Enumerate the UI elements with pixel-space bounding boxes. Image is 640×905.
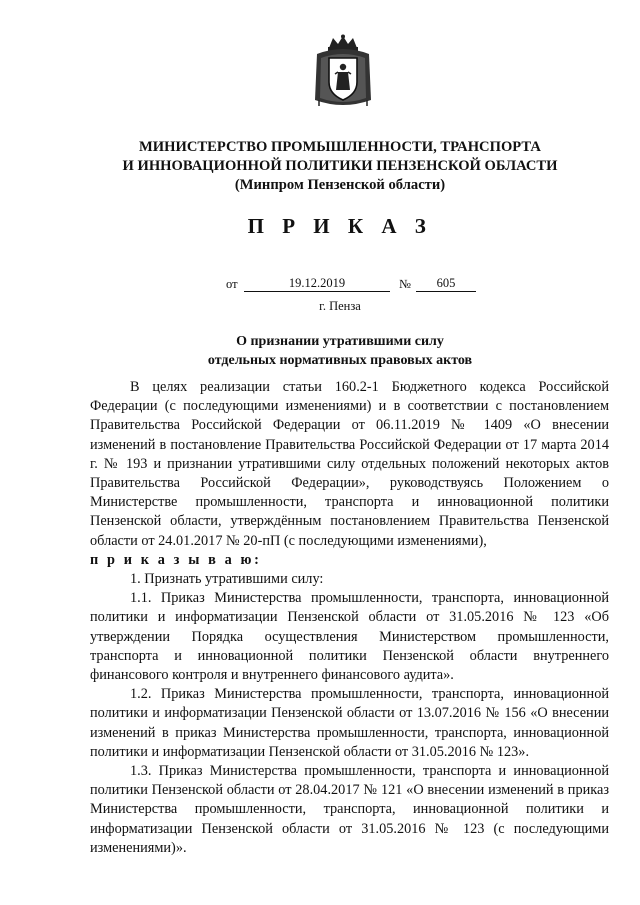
subject-line2: отдельных нормативных правовых актов bbox=[207, 353, 473, 368]
item-1: 1. Признать утратившими силу: bbox=[130, 571, 324, 588]
order-word bbox=[90, 551, 609, 570]
document-type-title: П Р И К А З bbox=[247, 214, 433, 238]
ministry-name-line2: И ИННОВАЦИОННОЙ ПОЛИТИКИ ПЕНЗЕНСКОЙ ОБЛАСТИ bbox=[122, 158, 558, 174]
preamble-paragraph: В целях реализации статьи 160.2-1 Бюджетного кодекса Российской Федерации (с последующими изменениями) и в соответствии с постановлением Правительства Российской Федерации от 06.11.2019 № 1409 «О внесении изменений в постановление Правительства Российской Федерации от 17 марта 2014 г. № 193 и признании утратившими силу отдельных положений некоторых актов Правительства Российской Федерации», руководствуясь Положением о Министерстве промышленности, транспорта и инновационной политики Пензенской области, утверждённым постановлением Правительства Пензенской области от 24.01.2017 № 20-пП (с последующими изменениями), bbox=[90, 379, 609, 549]
subject-line1: О признании утратившими силу bbox=[236, 334, 444, 349]
item-1-1: 1.1. Приказ Министерства промышленности, транспорта, инновационной политики и информатизации Пензенской области от 31.05.2016 № 123 «Об утверждении Порядка осуществления Министерством промышленности, транспорта и инновационной политики Пензенской области внутреннего финансового контроля и внутреннего финансового аудита». bbox=[90, 590, 609, 684]
document-subject bbox=[60, 332, 620, 370]
coat-of-arms-icon bbox=[311, 34, 375, 110]
city: г. Пенза bbox=[319, 299, 361, 313]
document-body bbox=[90, 378, 609, 858]
item-1-2: 1.2. Приказ Министерства промышленности, транспорта, инновационной политики и информатизации Пензенской области от 13.07.2016 № 156 «О внесении изменений в приказ Министерства промышленности, транспорта, инновационной политики и информатизации Пензенской области от 31.05.2016 № 123». bbox=[90, 686, 609, 760]
ministry-short-name: (Минпром Пензенской области) bbox=[234, 177, 446, 193]
document-date: 19.12.2019 bbox=[244, 276, 390, 292]
ministry-name-line1: МИНИСТЕРСТВО ПРОМЫШЛЕННОСТИ, ТРАНСПОРТА bbox=[139, 139, 541, 155]
item-1-3: 1.3. Приказ Министерства промышленности, транспорта и инновационной политики Пензенской области от 28.04.2017 № 121 «О внесении изменений в приказ Министерства промышленности, транспорта, инновационной политики и информатизации Пензенской области от 31.05.2016 № 123 (с последующими изменениями)». bbox=[90, 763, 609, 856]
order-word-text: п р и к а з ы в а ю: bbox=[90, 551, 262, 568]
date-label: от bbox=[226, 277, 238, 291]
date-number-line bbox=[0, 276, 640, 296]
document-number: 605 bbox=[416, 276, 476, 292]
ministry-header bbox=[60, 138, 620, 195]
number-label: № bbox=[399, 277, 411, 291]
